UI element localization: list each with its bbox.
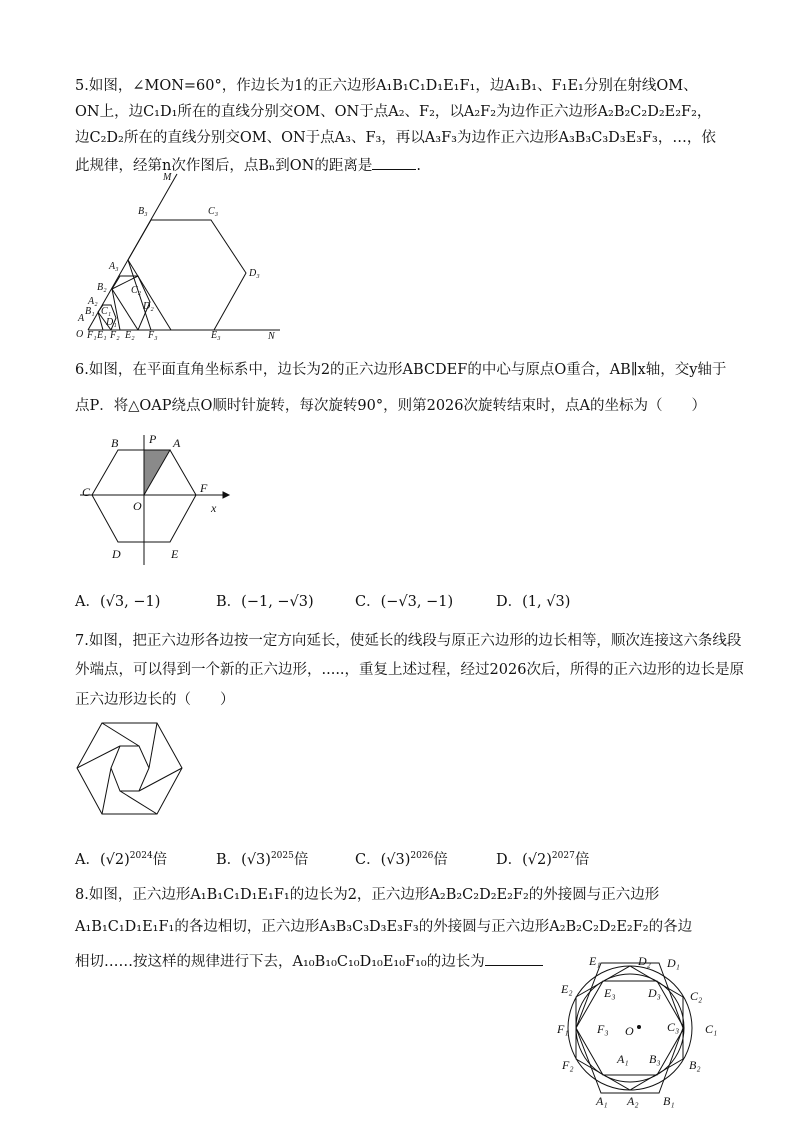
fig8-label-e2: E₂ [561, 982, 573, 996]
fig5-label-f2: F₂ [110, 330, 120, 341]
fig8-label-b3: B₃ [649, 1052, 661, 1066]
q7-option-b-label: B． [216, 852, 242, 868]
q7-option-c-suffix: 倍 [433, 852, 448, 868]
fig8-label-c3: C₃ [667, 1020, 680, 1034]
q5-line-1: 5.如图，∠MON=60°，作边长为1的正六边形A₁B₁C₁D₁E₁F₁，边A₁B₁、F₁E₁分别在射线OM、 [75, 78, 698, 94]
q6-option-d-value: (1, √3) [522, 594, 571, 610]
q7-option-a-exp: 2024 [129, 851, 153, 862]
fig5-label-a2: A₂ [88, 296, 98, 307]
q7-line-1: 7.如图，把正六边形各边按一定方向延长，使延长的线段与原正六边形的边长相等，顺次连接这六条线段 [75, 633, 742, 649]
q6-option-a-label: A． [75, 594, 100, 610]
q7-option-c[interactable] [355, 848, 448, 869]
fig8-label-d2: D₂ [638, 954, 651, 968]
q6-line-2: 点P．将△OAP绕点O顺时针旋转，每次旋转90°，则第2026次旋转结束时，点A的坐标为（ ） [75, 398, 706, 414]
q6-option-b-label: B． [216, 594, 242, 610]
q7-option-d-suffix: 倍 [574, 852, 590, 868]
fig8-label-o: O [625, 1024, 634, 1038]
fig8-label-f2: F₂ [562, 1058, 574, 1072]
q8-line-1: 8.如图，正六边形A₁B₁C₁D₁E₁F₁的边长为2，正六边形A₂B₂C₂D₂E₂F₂的外接圆与正六边形 [75, 887, 660, 903]
q7-option-d-exp: 2027 [551, 851, 575, 862]
q7-option-b[interactable] [216, 848, 308, 869]
q6-option-d-label: D． [496, 594, 523, 610]
fig8-label-f1: F₁ [557, 1022, 569, 1036]
fig8-label-a2: A₂ [627, 1094, 639, 1108]
q7-option-b-exp: 2025 [270, 851, 294, 862]
fig8-label-e1: E₁ [589, 954, 601, 968]
q5-line-4-text: 此规律，经第n次作图后，点Bₙ到ON的距离是 [75, 158, 373, 174]
q8-figure [555, 955, 720, 1125]
fig5-label-n: N [268, 331, 275, 342]
fig6-label-c: C [82, 485, 91, 499]
q5-figure [75, 170, 295, 345]
q7-option-a-suffix: 倍 [152, 852, 168, 868]
q6-option-d[interactable] [496, 590, 570, 611]
fig8-label-b2: B₂ [689, 1058, 701, 1072]
fig5-label-c1: C₁ [101, 306, 112, 317]
q7-option-a-label: A． [75, 852, 100, 868]
q5-line-3: 边C₂D₂所在的直线分别交OM、ON于点A₃、F₃，再以A₃F₃为边作正六边形A₃B₃C₃D₃E₃F₃，…，依 [75, 130, 716, 146]
q8-line-3 [75, 951, 543, 971]
fig6-label-a: A [173, 436, 181, 450]
fig5-label-f3: F₃ [148, 330, 158, 341]
q5-end-mark: . [416, 158, 421, 174]
fig5-label-c2: C₂ [131, 285, 142, 296]
fig5-label-a1: A [78, 313, 85, 324]
q6-option-c-label: C． [355, 594, 381, 610]
q6-option-c-value: (−√3, −1) [380, 594, 454, 610]
fig8-label-a1-inner: A₁ [617, 1052, 629, 1066]
q6-option-a-value: (√3, −1) [99, 594, 161, 610]
q7-option-a[interactable] [75, 848, 167, 869]
q7-option-a-base: (√2) [99, 852, 130, 868]
fig6-label-d: D [112, 547, 121, 561]
fig5-label-f1: F₁ [87, 330, 97, 341]
q6-option-b[interactable] [216, 590, 314, 611]
q7-option-b-suffix: 倍 [293, 852, 309, 868]
fig5-label-d1: D₁ [106, 317, 117, 328]
fig5-label-e3: E₃ [211, 330, 221, 341]
fig5-label-d3: D₃ [249, 268, 260, 279]
fig8-label-c1: C₁ [705, 1022, 718, 1036]
q7-option-c-base: (√3) [380, 852, 411, 868]
q5-line-2: ON上，边C₁D₁所在的直线分别交OM、ON于点A₂、F₂，以A₂F₂为边作正六边形A₂B₂C₂D₂E₂F₂， [75, 104, 712, 120]
fig6-label-x: x [211, 501, 217, 515]
fig5-label-o: O [76, 329, 84, 340]
q7-line-3: 正六边形边长的（ ） [75, 692, 235, 708]
q7-option-b-base: (√3) [241, 852, 271, 868]
fig8-label-a1: A₁ [596, 1094, 608, 1108]
fig5-label-b1: B₁ [85, 306, 95, 317]
q6-option-c[interactable] [355, 590, 453, 611]
fig6-label-f: F [200, 481, 208, 495]
fig5-label-b2: B₂ [97, 282, 107, 293]
hexagon-3 [128, 220, 246, 330]
q6-line-1: 6.如图，在平面直角坐标系中，边长为2的正六边形ABCDEF的中心与原点O重合，AB∥x轴，交y轴于 [75, 362, 727, 378]
triangle-oap [144, 450, 170, 495]
inner-hexagon [111, 746, 149, 791]
q8-line-2: A₁B₁C₁D₁E₁F₁的各边相切，正六边形A₃B₃C₃D₃E₃F₃的外接圆与正六边形A₂B₂C₂D₂E₂F₂的各边 [75, 919, 693, 935]
fig5-label-a3: A₃ [109, 261, 119, 272]
fig5-label-e1: E₁ [97, 330, 107, 341]
outer-hexagon [77, 723, 182, 814]
fig6-label-p: P [149, 432, 157, 446]
q7-option-d-label: D． [496, 852, 523, 868]
fig6-label-e: E [171, 547, 179, 561]
q5-answer-blank [372, 155, 416, 170]
q7-figure [75, 718, 185, 828]
fig6-label-b: B [111, 436, 119, 450]
q6-figure [75, 430, 235, 570]
q7-option-c-label: C． [355, 852, 381, 868]
fig8-label-f3: F₃ [597, 1022, 609, 1036]
fig5-label-e2: E₂ [125, 330, 135, 341]
fig8-label-e3: E₃ [604, 986, 616, 1000]
q8-answer-blank [485, 951, 543, 966]
q7-option-d-base: (√2) [522, 852, 552, 868]
fig5-label-b3: B₃ [138, 206, 148, 217]
q6-option-a[interactable] [75, 590, 160, 611]
fig5-label-d2: D₂ [143, 301, 154, 312]
q6-option-b-value: (−1, −√3) [241, 594, 314, 610]
fig8-label-c2: C₂ [690, 989, 703, 1003]
fig5-label-m: M [163, 172, 172, 183]
fig6-label-o: O [133, 499, 142, 513]
fig8-label-b1: B₁ [663, 1094, 675, 1108]
fig5-label-c3: C₃ [208, 206, 219, 217]
q7-option-c-exp: 2026 [410, 851, 434, 862]
center-dot [637, 1025, 641, 1029]
q7-line-2: 外端点，可以得到一个新的正六边形，.....，重复上述过程，经过2026次后，所得的正六边形的边长是原 [75, 662, 744, 678]
fig8-label-d1: D₁ [667, 956, 680, 970]
q7-option-d[interactable] [496, 848, 589, 869]
q8-line-3-text: 相切……按这样的规律进行下去，A₁₀B₁₀C₁₀D₁₀E₁₀F₁₀的边长为 [75, 954, 485, 970]
fig8-label-d3: D₃ [648, 986, 661, 1000]
